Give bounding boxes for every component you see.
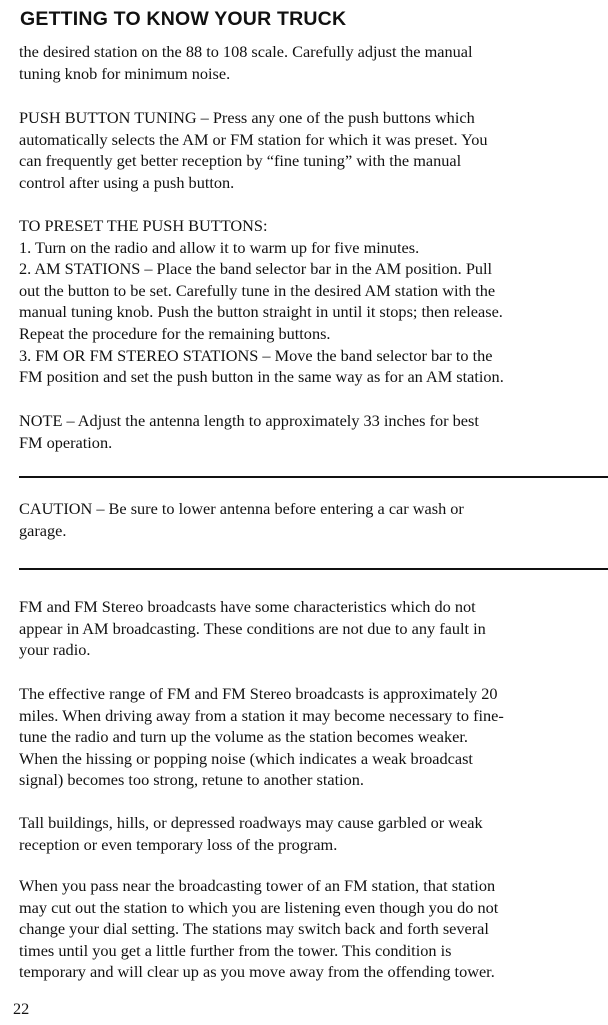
- paragraph-tall-buildings: [19, 812, 608, 855]
- text-line: temporary and will clear up as you move away from the offending tower.: [19, 962, 495, 982]
- text-line: automatically selects the AM or FM station for which it was preset. You: [19, 129, 488, 149]
- paragraph-effective-range: [19, 683, 608, 791]
- paragraph-broadcasting-tower: [19, 875, 608, 983]
- divider-rule-bottom: [19, 568, 608, 570]
- text-line: your radio.: [19, 640, 91, 660]
- text-line: FM and FM Stereo broadcasts have some characteristics which do not: [19, 597, 476, 616]
- paragraph-fm-characteristics: [19, 596, 608, 661]
- page-heading: GETTING TO KNOW YOUR TRUCK: [20, 8, 347, 30]
- text-line: tuning knob for minimum noise.: [19, 63, 231, 83]
- text-line: can frequently get better reception by “fine tuning” with the manual: [19, 151, 462, 171]
- page-number: 22: [13, 999, 30, 1018]
- text-line: signal) becomes too strong, retune to another station.: [19, 770, 364, 790]
- text-line: manual tuning knob. Push the button straight in until it stops; then release.: [19, 302, 503, 322]
- paragraph-push-button-tuning: [19, 107, 608, 193]
- text-line: 2. AM STATIONS – Place the band selector bar in the AM position. Pull: [19, 259, 493, 279]
- text-line: out the button to be set. Carefully tune in the desired AM station with the: [19, 280, 496, 300]
- text-line: When you pass near the broadcasting tower of an FM station, that station: [19, 876, 496, 895]
- text-line: miles. When driving away from a station it may become necessary to fine-: [19, 705, 504, 725]
- text-line: CAUTION – Be sure to lower antenna before entering a car wash or: [19, 499, 464, 518]
- paragraph-note-antenna: [19, 410, 608, 453]
- text-line: When the hissing or popping noise (which indicates a weak broadcast: [19, 748, 473, 768]
- paragraph-tuning-continued: [19, 41, 608, 84]
- divider-rule-top: [19, 476, 608, 478]
- text-line: reception or even temporary loss of the program.: [19, 834, 338, 854]
- text-line: appear in AM broadcasting. These conditions are not due to any fault in: [19, 618, 486, 638]
- text-line: NOTE – Adjust the antenna length to approximately 33 inches for best: [19, 411, 479, 430]
- text-line: FM operation.: [19, 432, 113, 452]
- text-line: garage.: [19, 520, 67, 540]
- text-line: times until you get a little further from the tower. This condition is: [19, 940, 452, 960]
- text-line: TO PRESET THE PUSH BUTTONS:: [19, 216, 268, 235]
- paragraph-preset-push-buttons: [19, 215, 608, 388]
- text-line: Repeat the procedure for the remaining buttons.: [19, 323, 331, 343]
- text-line: Tall buildings, hills, or depressed roadways may cause garbled or weak: [19, 813, 483, 832]
- text-line: may cut out the station to which you are listening even though you do not: [19, 897, 499, 917]
- text-line: The effective range of FM and FM Stereo broadcasts is approximately 20: [19, 684, 498, 703]
- text-line: control after using a push button.: [19, 172, 235, 192]
- text-line: PUSH BUTTON TUNING – Press any one of the push buttons which: [19, 108, 475, 127]
- text-line: 1. Turn on the radio and allow it to warm up for five minutes.: [19, 237, 420, 257]
- text-line: 3. FM OR FM STEREO STATIONS – Move the band selector bar to the: [19, 345, 493, 365]
- text-line: tune the radio and turn up the volume as the station becomes weaker.: [19, 727, 468, 747]
- text-line: FM position and set the push button in the same way as for an AM station.: [19, 367, 504, 387]
- text-line: the desired station on the 88 to 108 scale. Carefully adjust the manual: [19, 42, 473, 61]
- paragraph-caution: [19, 498, 608, 541]
- text-line: change your dial setting. The stations may switch back and forth several: [19, 919, 489, 939]
